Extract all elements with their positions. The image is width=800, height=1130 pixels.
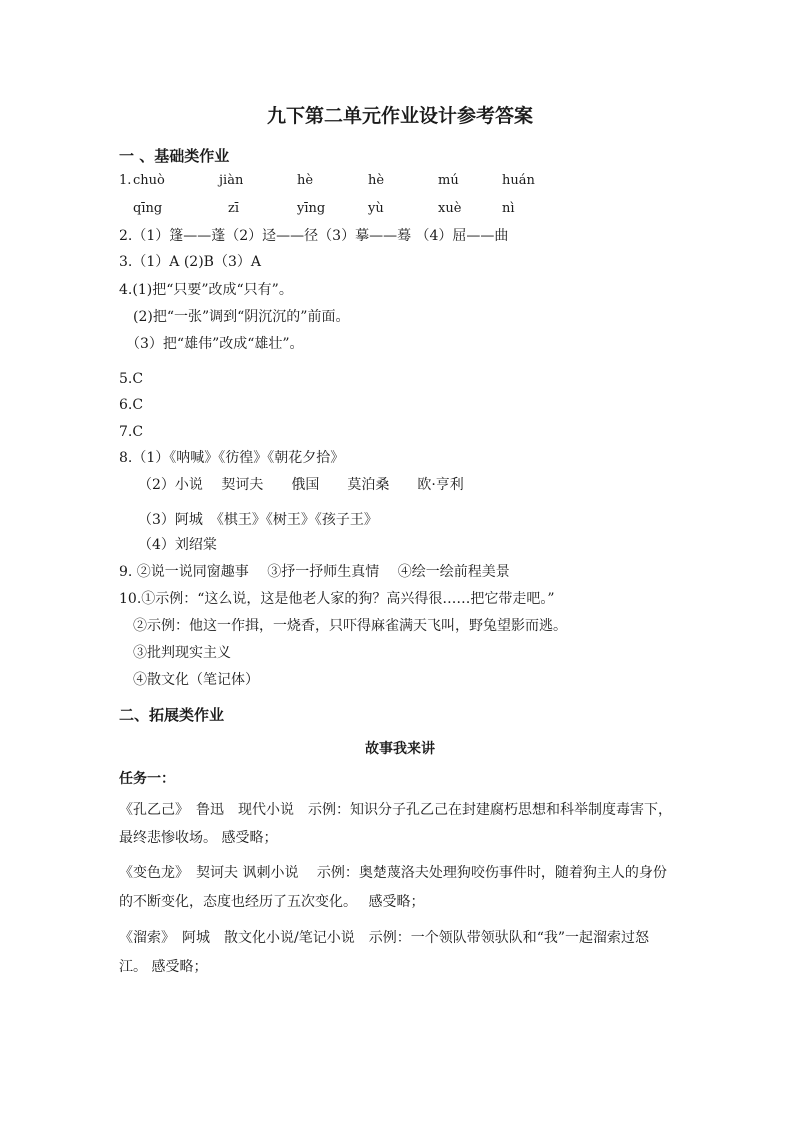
section-heading-basic: 一 、基础类作业	[119, 147, 230, 165]
task-answer-line: 《孔乙己》 鲁迅 现代小说 示例：知识分子孔乙己在封建腐朽思想和科举制度毒害下，	[119, 802, 672, 818]
q1-label: 1.	[119, 173, 132, 188]
answer-q8-line: （3）阿城 《棋王》《树王》《孩子王》	[138, 512, 378, 528]
q1-pinyin: qīng	[133, 201, 163, 216]
task-answer-line: 《溜索》 阿城 散文化小说/笔记小说 示例：一个领队带领驮队和“我”一起溜索过怒	[119, 930, 650, 946]
subsection-title: 故事我来讲	[365, 741, 435, 757]
answer-q3: 3.（1）A (2)B（3）A	[119, 254, 261, 270]
answer-q10-line: ②示例：他这一作揖，一烧香，只吓得麻雀满天飞叫，野兔望影而逃。	[133, 618, 567, 634]
answer-q10-line: ④散文化（笔记体）	[133, 672, 259, 688]
q1-pinyin: huán	[502, 173, 535, 188]
answer-q8-line: （4）刘绍棠	[138, 537, 217, 553]
task-answer-line: 的不断变化，态度也经历了五次变化。 感受略；	[119, 894, 425, 910]
answer-q4-line: （3）把“雄伟”改成“雄壮”。	[126, 336, 304, 352]
answer-q5: 5.C	[119, 371, 144, 387]
q1-pinyin: nì	[502, 201, 515, 216]
q1-pinyin: chuò	[133, 173, 165, 188]
answer-q4-line: (2)把“一张”调到“阴沉沉的”前面。	[133, 309, 350, 325]
answer-q7: 7.C	[119, 424, 144, 440]
q1-pinyin: yù	[368, 201, 384, 216]
section-heading-extended: 二、拓展类作业	[119, 706, 225, 724]
page-title: 九下第二单元作业设计参考答案	[266, 105, 533, 127]
q1-pinyin: zī	[228, 201, 240, 216]
task-answer-line: 江。 感受略；	[119, 959, 208, 975]
answer-q9: 9. ②说一说同窗趣事 ③抒一抒师生真情 ④绘一绘前程美景	[119, 564, 510, 580]
answer-q8-line: 8.（1）《呐喊》《彷徨》《朝花夕拾》	[119, 450, 345, 466]
answer-q2: 2.（1）篷——蓬（2）迳——径（3）摹——蓦 （4）屈——曲	[119, 228, 509, 244]
answer-q4-line: 4.(1)把“只要”改成“只有”。	[119, 282, 293, 298]
answer-q10-line: 10.①示例：“这么说，这是他老人家的狗？高兴得很……把它带走吧。”	[119, 591, 555, 607]
q1-pinyin: yīng	[297, 201, 326, 216]
q1-pinyin: hè	[297, 173, 314, 188]
q1-pinyin: mú	[438, 173, 459, 188]
answer-q10-line: ③批判现实主义	[133, 645, 231, 661]
q1-pinyin: xuè	[438, 201, 462, 216]
task-label: 任务一：	[119, 771, 175, 787]
answer-q6: 6.C	[119, 397, 144, 413]
q1-pinyin: hè	[368, 173, 385, 188]
answer-q8-line: （2）小说 契诃夫 俄国 莫泊桑 欧·亨利	[138, 477, 464, 493]
task-answer-line: 《变色龙》 契诃夫 讽刺小说 示例：奥楚蔑洛夫处理狗咬伤事件时，随着狗主人的身份	[119, 865, 667, 881]
task-answer-line: 最终悲惨收场。 感受略；	[119, 830, 278, 846]
q1-pinyin: jiàn	[219, 173, 244, 188]
